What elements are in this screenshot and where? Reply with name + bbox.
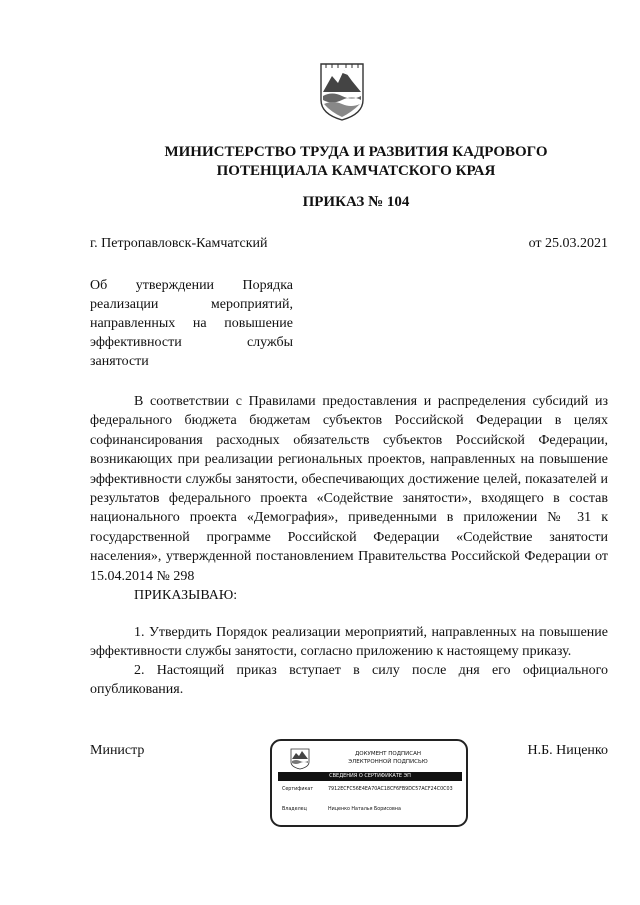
order-subject-last: занятости bbox=[90, 354, 149, 369]
city: г. Петропавловск-Камчатский bbox=[90, 236, 268, 251]
stamp-certificate-value: 7912ECFC56E4EA70AC18CF6FB9DC57ACF24C0C03 bbox=[328, 787, 453, 792]
stamp-title bbox=[318, 750, 458, 766]
decree-word: ПРИКАЗЫВАЮ: bbox=[134, 588, 238, 603]
kamchatka-emblem-icon bbox=[318, 62, 366, 122]
ministry-name bbox=[100, 143, 612, 181]
stamp-emblem-icon bbox=[290, 748, 310, 770]
electronic-signature-stamp bbox=[270, 739, 468, 827]
order-subject-main: Об утверждении Порядка реализации мероприятий, направленных на повышение эффективности службы bbox=[90, 278, 293, 350]
stamp-owner-label: Владелец bbox=[282, 807, 307, 812]
ministry-line-2: ПОТЕНЦИАЛА КАМЧАТСКОГО КРАЯ bbox=[216, 163, 496, 179]
stamp-title-line-1: ДОКУМЕНТ ПОДПИСАН bbox=[354, 751, 422, 757]
stamp-owner-value: Ниценко Наталья Борисовна bbox=[328, 807, 401, 812]
stamp-certificate-label: Сертификат bbox=[282, 787, 314, 792]
signer-name: Н.Б. Ниценко bbox=[527, 743, 608, 758]
order-item: 1. Утвердить Порядок реализации мероприятий, направленных на повышение эффективности службы занятости, согласно приложению к настоящему приказу. bbox=[90, 625, 608, 659]
ministry-line-1: МИНИСТЕРСТВО ТРУДА И РАЗВИТИЯ КАДРОВОГО bbox=[164, 144, 548, 160]
stamp-title-line-2: ЭЛЕКТРОННОЙ ПОДПИСЬЮ bbox=[348, 759, 428, 765]
order-item: 2. Настоящий приказ вступает в силу после дня его официального опубликования. bbox=[90, 663, 608, 697]
order-subject bbox=[90, 276, 293, 371]
order-date: от 25.03.2021 bbox=[528, 236, 608, 251]
stamp-certificate-header: СВЕДЕНИЯ О СЕРТИФИКАТЕ ЭП bbox=[278, 772, 462, 781]
preamble-paragraph: В соответствии с Правилами предоставления и распределения субсидий из федерального бюджета бюджетам субъектов Российской Федерации в целях софинансирования расходных обязательств субъектов Российской Федерации, возникающих при реализации региональных проектов, направленных на повышение эффективности службы занятости, обеспечивающих достижение целей, показателей и результатов федерального проекта «Содействие занятости», входящего в состав национального проекта «Демография», приведенными в приложении № 31 к государственной программе Российской Федерации «Содействие занятости населения», утвержденной постановлением Правительства Российской Федерации от 15.04.2014 № 298 bbox=[90, 394, 608, 584]
order-items bbox=[90, 623, 608, 699]
order-title: ПРИКАЗ № 104 bbox=[302, 194, 410, 210]
signer-position: Министр bbox=[90, 743, 145, 758]
